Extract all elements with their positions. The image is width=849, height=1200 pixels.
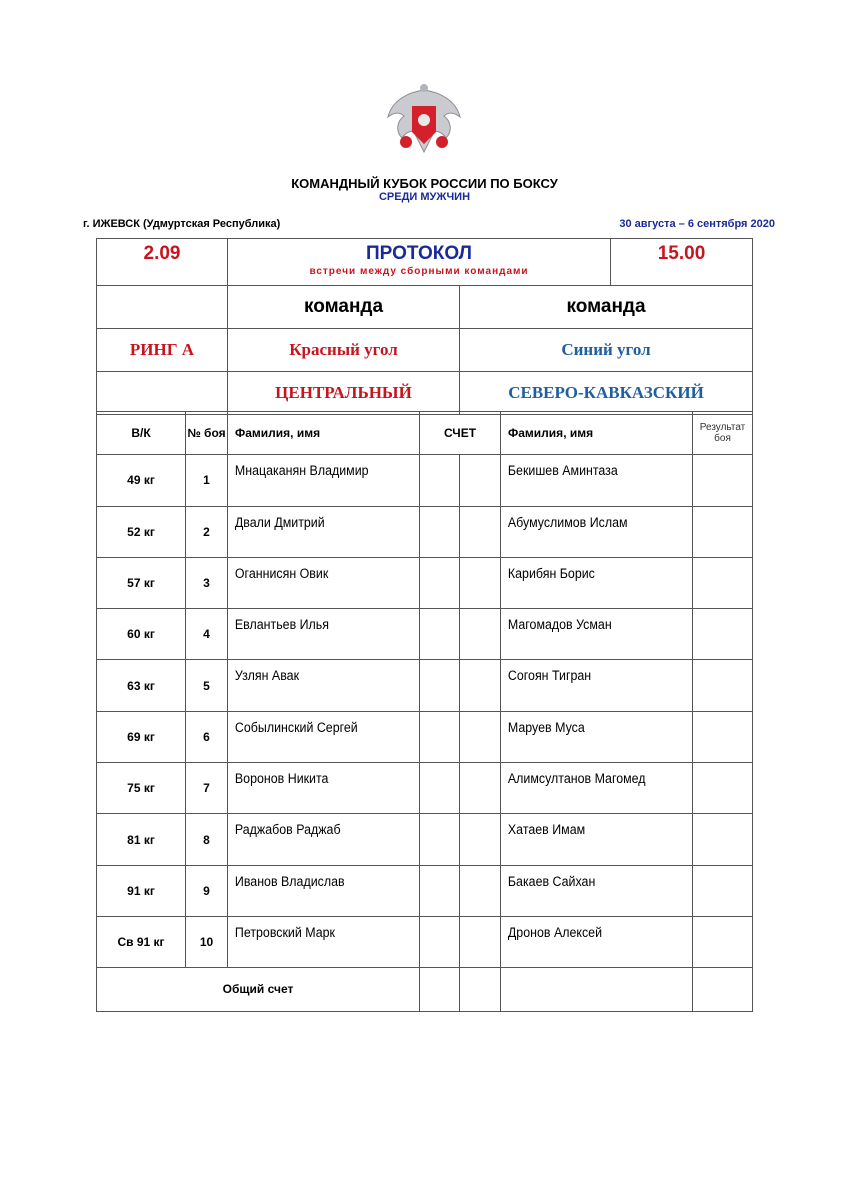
bout-weight: 69 кг bbox=[97, 711, 186, 762]
blue-boxer-name: Алимсултанов Магомед bbox=[501, 763, 678, 814]
blue-boxer-name: Бекишев Аминтаза bbox=[501, 455, 678, 506]
protocol-title-cell bbox=[228, 239, 611, 286]
bout-weight: 75 кг bbox=[97, 763, 186, 814]
red-boxer-name: Петровский Марк bbox=[228, 916, 405, 967]
blue-boxer-name: Хатаев Имам bbox=[501, 814, 678, 865]
blue-score-cell bbox=[460, 557, 501, 608]
blue-score-cell bbox=[460, 660, 501, 711]
table-row bbox=[97, 557, 753, 608]
red-boxer-name: Иванов Владислав bbox=[228, 865, 405, 916]
table-row bbox=[97, 455, 753, 506]
bout-number: 6 bbox=[186, 711, 228, 762]
red-boxer-name: Воронов Никита bbox=[228, 763, 405, 814]
bout-number: 8 bbox=[186, 814, 228, 865]
event-city: г. ИЖЕВСК (Удмуртская Республика) bbox=[83, 218, 281, 230]
bout-number: 5 bbox=[186, 660, 228, 711]
blue-score-cell bbox=[460, 506, 501, 557]
bout-weight: 63 кг bbox=[97, 660, 186, 711]
blue-boxer-name: Маруев Муса bbox=[501, 711, 678, 762]
bout-number: 9 bbox=[186, 865, 228, 916]
blue-boxer-name: Абумуслимов Ислам bbox=[501, 506, 678, 557]
red-corner-label: Красный угол bbox=[228, 329, 460, 372]
blue-score-cell bbox=[460, 455, 501, 506]
bout-result-cell bbox=[693, 711, 753, 762]
red-boxer-name: Евлантьев Илья bbox=[228, 609, 405, 660]
protocol-header-table bbox=[96, 238, 753, 415]
red-boxer-name: Оганнисян Овик bbox=[228, 557, 405, 608]
red-boxer-name: Раджабов Раджаб bbox=[228, 814, 405, 865]
blue-corner-label: Синий угол bbox=[460, 329, 753, 372]
bout-result-cell bbox=[693, 814, 753, 865]
red-boxer-name: Мнацаканян Владимир bbox=[228, 455, 405, 506]
table-row bbox=[97, 506, 753, 557]
bout-number: 2 bbox=[186, 506, 228, 557]
team-label-blue: команда bbox=[460, 286, 753, 329]
bout-weight: 52 кг bbox=[97, 506, 186, 557]
bout-time: 15.00 bbox=[611, 239, 753, 286]
table-row bbox=[97, 865, 753, 916]
bout-number: 3 bbox=[186, 557, 228, 608]
bout-result-cell bbox=[693, 609, 753, 660]
ring-label: РИНГ А bbox=[97, 329, 228, 372]
red-score-cell bbox=[420, 660, 460, 711]
bout-weight: 57 кг bbox=[97, 557, 186, 608]
col-bout: № боя bbox=[186, 412, 228, 455]
emblem-logo bbox=[384, 82, 464, 160]
bout-weight: Св 91 кг bbox=[97, 916, 186, 967]
bout-number: 7 bbox=[186, 763, 228, 814]
red-score-cell bbox=[420, 916, 460, 967]
bout-number: 1 bbox=[186, 455, 228, 506]
blue-score-cell bbox=[460, 814, 501, 865]
blue-boxer-name: Согоян Тигран bbox=[501, 660, 678, 711]
table-row bbox=[97, 660, 753, 711]
total-label: Общий счет bbox=[97, 968, 420, 1011]
red-score-cell bbox=[420, 506, 460, 557]
bout-result-cell bbox=[693, 506, 753, 557]
total-red-score bbox=[420, 968, 460, 1011]
event-title: КОМАНДНЫЙ КУБОК РОССИИ ПО БОКСУ bbox=[291, 176, 558, 191]
red-boxer-name: Узлян Авак bbox=[228, 660, 405, 711]
bout-result-cell bbox=[693, 660, 753, 711]
total-blue-score bbox=[460, 968, 501, 1011]
table-row bbox=[97, 916, 753, 967]
bout-result-cell bbox=[693, 455, 753, 506]
col-weight: В/К bbox=[97, 412, 186, 455]
empty-cell bbox=[693, 968, 753, 1011]
bout-result-cell bbox=[693, 865, 753, 916]
empty-cell bbox=[97, 286, 228, 329]
blue-score-cell bbox=[460, 916, 501, 967]
table-row bbox=[97, 609, 753, 660]
table-row bbox=[97, 763, 753, 814]
event-dates: 30 августа – 6 сентября 2020 bbox=[619, 218, 775, 230]
blue-team-name: СЕВЕРО-КАВКАЗСКИЙ bbox=[460, 372, 753, 415]
col-name-red: Фамилия, имя bbox=[228, 412, 420, 455]
col-name-blue: Фамилия, имя bbox=[501, 412, 693, 455]
bouts-table bbox=[96, 411, 753, 1012]
team-label-red: команда bbox=[228, 286, 460, 329]
red-score-cell bbox=[420, 711, 460, 762]
table-row bbox=[97, 814, 753, 865]
col-result: Результат боя bbox=[693, 412, 753, 455]
bout-result-cell bbox=[693, 763, 753, 814]
red-score-cell bbox=[420, 455, 460, 506]
bout-weight: 49 кг bbox=[97, 455, 186, 506]
blue-boxer-name: Дронов Алексей bbox=[501, 916, 678, 967]
blue-score-cell bbox=[460, 865, 501, 916]
protocol-subtitle: встречи между сборными командами bbox=[309, 266, 529, 277]
blue-boxer-name: Магомадов Усман bbox=[501, 609, 678, 660]
bout-result-cell bbox=[693, 557, 753, 608]
bout-number: 10 bbox=[186, 916, 228, 967]
red-score-cell bbox=[420, 865, 460, 916]
event-subtitle: СРЕДИ МУЖЧИН bbox=[378, 191, 471, 203]
red-boxer-name: Двали Дмитрий bbox=[228, 506, 405, 557]
blue-score-cell bbox=[460, 711, 501, 762]
blue-score-cell bbox=[460, 763, 501, 814]
bout-number: 4 bbox=[186, 609, 228, 660]
red-score-cell bbox=[420, 763, 460, 814]
total-row bbox=[97, 968, 753, 1011]
col-score: СЧЕТ bbox=[420, 412, 501, 455]
blue-boxer-name: Карибян Борис bbox=[501, 557, 678, 608]
empty-cell bbox=[97, 372, 228, 415]
red-boxer-name: Собылинский Сергей bbox=[228, 711, 405, 762]
bout-date: 2.09 bbox=[97, 239, 228, 286]
red-score-cell bbox=[420, 609, 460, 660]
blue-boxer-name: Бакаев Сайхан bbox=[501, 865, 678, 916]
empty-cell bbox=[501, 968, 693, 1011]
table-row bbox=[97, 711, 753, 762]
red-team-name: ЦЕНТРАЛЬНЫЙ bbox=[228, 372, 460, 415]
protocol-title: ПРОТОКОЛ bbox=[366, 243, 473, 264]
table-header-row bbox=[97, 412, 753, 455]
bout-result-cell bbox=[693, 916, 753, 967]
bout-weight: 91 кг bbox=[97, 865, 186, 916]
red-score-cell bbox=[420, 814, 460, 865]
blue-score-cell bbox=[460, 609, 501, 660]
bout-weight: 81 кг bbox=[97, 814, 186, 865]
red-score-cell bbox=[420, 557, 460, 608]
bout-weight: 60 кг bbox=[97, 609, 186, 660]
